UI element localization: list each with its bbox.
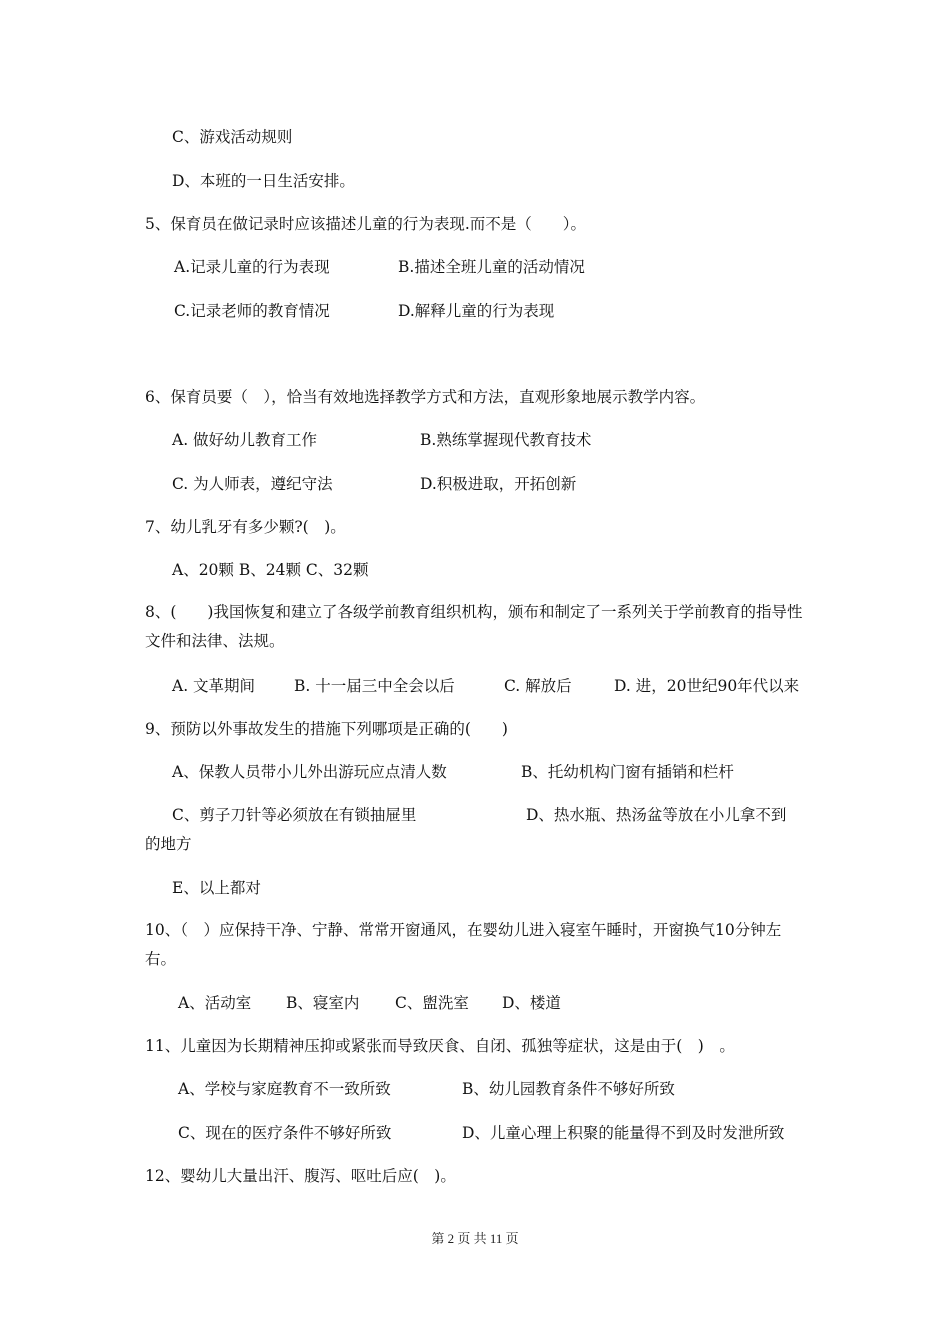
q11-option-d: D、儿童心理上积聚的能量得不到及时发泄所致 [462, 1124, 785, 1142]
q4-option-c: C、游戏活动规则 [172, 128, 293, 146]
q8-option-c: C. 解放后 [504, 677, 572, 695]
q10-option-d: D、楼道 [502, 994, 561, 1012]
q8-stem: 8、( )我国恢复和建立了各级学前教育组织机构，颁布和制定了一系列关于学前教育的指导性文件和法律、法规。 [145, 603, 803, 650]
q5-option-a: A.记录儿童的行为表现 [174, 258, 330, 276]
q8-option-a: A. 文革期间 [172, 677, 256, 695]
q6-stem: 6、保育员要（ ），恰当有效地选择教学方式和方法，直观形象地展示教学内容。 [145, 388, 706, 406]
q10-option-b: B、寝室内 [286, 994, 360, 1012]
q9-stem: 9、预防以外事故发生的措施下列哪项是正确的( ) [145, 720, 508, 738]
q5-stem: 5、保育员在做记录时应该描述儿童的行为表现.而不是（ ）。 [145, 215, 587, 233]
q9-option-a: A、保教人员带小儿外出游玩应点清人数 [172, 763, 447, 781]
q4-option-d: D、本班的一日生活安排。 [172, 172, 355, 190]
q6-option-d: D.积极进取，开拓创新 [420, 475, 577, 493]
page-number: 第 2 页 共 11 页 [431, 1231, 519, 1246]
q8-option-b: B. 十一届三中全会以后 [294, 677, 455, 695]
q8-option-d: D. 进，20世纪90年代以来 [614, 677, 800, 695]
q6-option-a: A. 做好幼儿教育工作 [172, 431, 318, 449]
q6-option-c: C. 为人师表，遵纪守法 [172, 475, 333, 493]
q5-option-b: B.描述全班儿童的活动情况 [398, 258, 585, 276]
q11-option-c: C、现在的医疗条件不够好所致 [178, 1124, 392, 1142]
q11-option-b: B、幼儿园教育条件不够好所致 [462, 1080, 675, 1098]
q5-option-d: D.解释儿童的行为表现 [398, 302, 555, 320]
q6-option-b: B.熟练掌握现代教育技术 [420, 431, 592, 449]
q12-stem: 12、婴幼儿大量出汗、腹泻、呕吐后应( )。 [145, 1167, 456, 1185]
q10-option-a: A、活动室 [178, 994, 252, 1012]
q9-option-d: D、热水瓶、热汤盆等放在小儿拿不到 [526, 806, 787, 824]
q9-option-c: C、剪子刀针等必须放在有锁抽屉里 [172, 806, 417, 824]
q9-option-b: B、托幼机构门窗有插销和栏杆 [521, 763, 734, 781]
q9-option-d-continued: 的地方 [145, 835, 192, 853]
q10-option-c: C、盥洗室 [395, 994, 469, 1012]
q7-stem: 7、幼儿乳牙有多少颗?( )。 [145, 518, 346, 536]
q11-option-a: A、学校与家庭教育不一致所致 [178, 1080, 391, 1098]
q5-option-c: C.记录老师的教育情况 [174, 302, 330, 320]
q7-options: A、20颗 B、24颗 C、32颗 [172, 561, 369, 579]
q10-stem: 10、（ ）应保持干净、宁静、常常开窗通风，在婴幼儿进入寝室午睡时，开窗换气10分钟左右。 [145, 921, 782, 968]
q11-stem: 11、儿童因为长期精神压抑或紧张而导致厌食、自闭、孤独等症状，这是由于( ) 。 [145, 1037, 735, 1055]
q9-option-e: E、以上都对 [172, 879, 261, 897]
